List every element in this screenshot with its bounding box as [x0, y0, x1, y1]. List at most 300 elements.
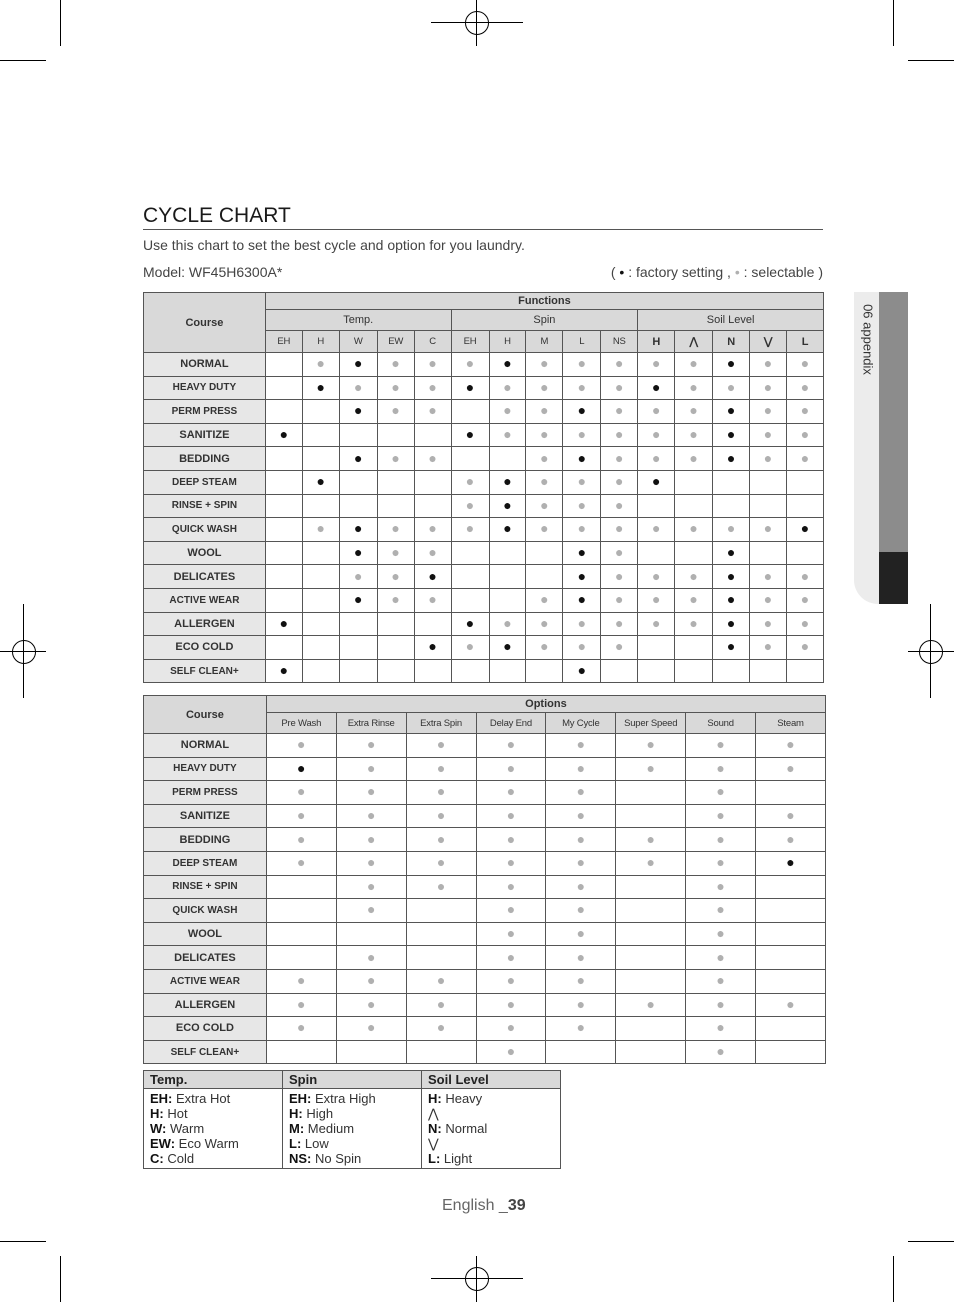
registration-circle: [465, 11, 489, 35]
selectable-dot-icon: ●: [726, 378, 736, 395]
factory-setting-dot-icon: ●: [316, 378, 325, 395]
table-cell: [302, 565, 339, 589]
table-cell: [616, 1040, 686, 1064]
key-code: H:: [289, 1106, 303, 1121]
table-cell: [476, 946, 546, 970]
selectable-dot-icon: ●: [786, 807, 795, 824]
table-cell: [451, 541, 489, 565]
factory-setting-dot-icon: ●: [465, 614, 475, 631]
table-cell: [675, 659, 713, 683]
table-cell: [713, 470, 750, 494]
table-cell: [476, 922, 546, 946]
selectable-dot-icon: ●: [577, 638, 587, 655]
table-cell: [489, 541, 526, 565]
factory-setting-dot-icon: ●: [726, 355, 736, 372]
table-cell: [302, 447, 339, 471]
selectable-dot-icon: ●: [506, 830, 516, 847]
selectable-dot-icon: ●: [366, 783, 376, 800]
key-column: [283, 1089, 422, 1169]
table-cell: [414, 447, 451, 471]
table-cell: [750, 447, 787, 471]
table-cell: [526, 541, 563, 565]
table-cell: [339, 353, 377, 377]
table-cell: [563, 353, 601, 377]
selectable-dot-icon: ●: [577, 426, 587, 443]
table-cell: [489, 376, 526, 400]
table-cell: [414, 636, 451, 660]
course-name: SELF CLEAN+: [144, 659, 266, 683]
table-cell: [377, 565, 414, 589]
table-cell: [713, 636, 750, 660]
table-cell: [266, 1040, 336, 1064]
selectable-dot-icon: ●: [366, 854, 376, 871]
selectable-dot-icon: ●: [651, 402, 661, 419]
selectable-dot-icon: ●: [689, 378, 698, 395]
selectable-dot-icon: ●: [763, 355, 773, 372]
table-cell: [526, 447, 563, 471]
selectable-dot-icon: ●: [540, 638, 549, 655]
selectable-dot-icon: ●: [716, 972, 725, 989]
table-cell: [756, 757, 826, 781]
table-cell: [686, 734, 756, 758]
selectable-dot-icon: ●: [576, 972, 586, 989]
table-cell: [489, 494, 526, 518]
table-cell: [526, 494, 563, 518]
selectable-dot-icon: ●: [577, 520, 587, 537]
factory-setting-dot-icon: ●: [726, 638, 736, 655]
table-cell: [377, 470, 414, 494]
table-row: [144, 659, 824, 683]
crop-mark: [893, 0, 894, 46]
selectable-dot-icon: ●: [436, 736, 446, 753]
crop-mark: [0, 60, 46, 61]
table-cell: [601, 447, 638, 471]
crop-mark: [908, 60, 954, 61]
table-cell: [266, 993, 336, 1017]
course-name: QUICK WASH: [144, 899, 267, 923]
selectable-dot-icon: ●: [646, 854, 655, 871]
table-cell: [377, 588, 414, 612]
table-cell: [265, 659, 302, 683]
temp-group-header: Temp.: [265, 310, 451, 331]
selectable-dot-icon: ●: [576, 948, 586, 965]
registration-circle: [919, 640, 943, 664]
selectable-dot-icon: ●: [646, 759, 655, 776]
key-column: [422, 1089, 561, 1169]
table-cell: [406, 969, 476, 993]
table-cell: [786, 636, 823, 660]
table-cell: [489, 518, 526, 542]
table-cell: [406, 899, 476, 923]
selectable-dot-icon: ●: [576, 854, 586, 871]
selectable-dot-icon: ●: [366, 877, 376, 894]
selectable-dot-icon: ●: [651, 426, 661, 443]
table-cell: [265, 447, 302, 471]
selectable-dot-icon: ●: [800, 402, 810, 419]
factory-setting-dot-icon: ●: [726, 449, 736, 466]
table-cell: [675, 470, 713, 494]
selectable-dot-icon: ●: [540, 449, 549, 466]
options-header: Options: [266, 696, 825, 713]
table-cell: [616, 875, 686, 899]
table-cell: [686, 828, 756, 852]
table-row: [144, 804, 826, 828]
table-cell: [546, 828, 616, 852]
table-cell: [675, 588, 713, 612]
selectable-dot-icon: ●: [646, 736, 655, 753]
table-cell: [377, 447, 414, 471]
table-cell: [451, 470, 489, 494]
factory-setting-dot-icon: ●: [786, 854, 795, 871]
course-name: DEEP STEAM: [144, 470, 266, 494]
table-cell: [713, 565, 750, 589]
selectable-dot-icon: ●: [391, 544, 400, 561]
factory-setting-dot-icon: ●: [279, 426, 289, 443]
table-cell: [414, 659, 451, 683]
table-cell: [406, 781, 476, 805]
table-cell: [414, 400, 451, 424]
selectable-dot-icon: ●: [540, 591, 549, 608]
table-cell: [756, 946, 826, 970]
table-row: [144, 1040, 826, 1064]
table-cell: [302, 612, 339, 636]
table-cell: [546, 1017, 616, 1041]
course-name: SANITIZE: [144, 804, 267, 828]
selectable-dot-icon: ●: [576, 901, 586, 918]
table-cell: [339, 565, 377, 589]
selectable-dot-icon: ●: [506, 995, 516, 1012]
key-code: NS:: [289, 1151, 312, 1166]
selectable-dot-icon: ●: [716, 783, 725, 800]
selectable-dot-icon: ●: [297, 995, 306, 1012]
table-cell: [414, 612, 451, 636]
selectable-dot-icon: ●: [366, 807, 376, 824]
selectable-dot-icon: ●: [576, 736, 586, 753]
table-cell: [675, 518, 713, 542]
table-cell: [476, 993, 546, 1017]
table-cell: [686, 899, 756, 923]
table-cell: [616, 828, 686, 852]
selectable-dot-icon: ●: [428, 544, 437, 561]
table-cell: [601, 612, 638, 636]
table-cell: [266, 781, 336, 805]
table-cell: [616, 804, 686, 828]
selectable-dot-icon: ●: [615, 473, 624, 490]
selectable-dot-icon: ●: [506, 925, 516, 942]
table-cell: [686, 993, 756, 1017]
table-row: [144, 588, 824, 612]
selectable-dot-icon: ●: [615, 378, 624, 395]
column-header: Delay End: [476, 713, 546, 734]
table-cell: [563, 423, 601, 447]
table-cell: [302, 423, 339, 447]
key-label: Medium: [304, 1121, 355, 1136]
selectable-dot-icon: ●: [763, 520, 773, 537]
table-cell: [750, 353, 787, 377]
selectable-dot-icon: ●: [297, 972, 306, 989]
table-cell: [546, 946, 616, 970]
table-row: [144, 565, 824, 589]
table-cell: [451, 494, 489, 518]
course-name: HEAVY DUTY: [144, 376, 266, 400]
factory-setting-dot-icon: ●: [577, 402, 587, 419]
column-header: H: [489, 331, 526, 353]
factory-setting-dot-icon: ●: [353, 402, 363, 419]
selectable-dot-icon: ●: [297, 783, 306, 800]
selectable-dot-icon: ●: [503, 614, 512, 631]
key-label: Heavy: [441, 1091, 483, 1106]
column-header: My Cycle: [546, 713, 616, 734]
key-label: Low: [301, 1136, 329, 1151]
selectable-dot-icon: ●: [506, 1019, 516, 1036]
table-cell: [750, 588, 787, 612]
page-number: [442, 1197, 526, 1215]
key-code: M:: [289, 1121, 305, 1136]
selectable-dot-icon: ●: [366, 759, 376, 776]
table-cell: [476, 1017, 546, 1041]
course-name: RINSE + SPIN: [144, 494, 266, 518]
table-cell: [266, 969, 336, 993]
table-cell: [377, 494, 414, 518]
functions-header: Functions: [265, 293, 823, 310]
selectable-dot-icon: ●: [689, 614, 698, 631]
table-cell: [476, 899, 546, 923]
selectable-dot-icon: ●: [689, 402, 698, 419]
table-row: [144, 541, 824, 565]
page-title: CYCLE CHART: [143, 204, 823, 230]
selectable-dot-icon: ●: [506, 877, 516, 894]
selectable-dot-icon: ●: [651, 449, 661, 466]
table-cell: [526, 612, 563, 636]
selectable-dot-icon: ●: [576, 830, 586, 847]
table-row: [144, 969, 826, 993]
table-cell: [336, 828, 406, 852]
selectable-dot-icon: ●: [366, 830, 376, 847]
table-cell: [336, 1017, 406, 1041]
table-cell: [786, 518, 823, 542]
table-cell: [616, 757, 686, 781]
table-cell: [489, 353, 526, 377]
selectable-dot-icon: ●: [353, 378, 363, 395]
selectable-dot-icon: ●: [391, 355, 400, 372]
table-cell: [750, 659, 787, 683]
table-cell: [686, 969, 756, 993]
column-header: Steam: [756, 713, 826, 734]
table-cell: [638, 541, 675, 565]
selectable-dot-icon: ●: [366, 948, 376, 965]
key-code: EH:: [150, 1091, 173, 1106]
selectable-dot-icon: ●: [577, 355, 587, 372]
table-cell: [339, 423, 377, 447]
table-cell: [414, 423, 451, 447]
key-item: [150, 1091, 276, 1106]
table-cell: [750, 612, 787, 636]
factory-setting-dot-icon: ●: [726, 614, 736, 631]
selectable-dot-icon: ●: [366, 1019, 376, 1036]
table-cell: [336, 851, 406, 875]
table-row: [144, 993, 826, 1017]
table-cell: [302, 636, 339, 660]
selectable-dot-icon: ●: [716, 1043, 725, 1060]
table-cell: [601, 659, 638, 683]
side-tab-grey-bar: [879, 292, 908, 552]
selectable-dot-icon: ●: [615, 426, 624, 443]
selectable-dot-icon: ●: [689, 355, 698, 372]
selectable-dot-icon: ●: [297, 807, 306, 824]
key-item: [289, 1106, 415, 1121]
table-cell: [414, 541, 451, 565]
selectable-dot-icon: ●: [506, 972, 516, 989]
options-table: [143, 695, 826, 1064]
table-cell: [638, 447, 675, 471]
selectable-dot-icon: ●: [428, 402, 437, 419]
selectable-dot-icon: ●: [651, 567, 661, 584]
selectable-dot-icon: •: [734, 264, 740, 280]
table-cell: [638, 636, 675, 660]
factory-setting-dot-icon: ●: [651, 473, 661, 490]
table-cell: [265, 541, 302, 565]
factory-setting-dot-icon: ●: [503, 355, 512, 372]
table-cell: [756, 781, 826, 805]
factory-setting-dot-icon: ●: [297, 759, 306, 776]
table-cell: [546, 804, 616, 828]
table-cell: [546, 757, 616, 781]
table-row: [144, 400, 824, 424]
dot-legend: [611, 264, 823, 280]
key-header-temp: Temp.: [144, 1071, 283, 1089]
factory-setting-dot-icon: ●: [353, 449, 363, 466]
selectable-dot-icon: ●: [800, 567, 810, 584]
table-cell: [302, 353, 339, 377]
table-cell: [601, 565, 638, 589]
table-cell: [406, 804, 476, 828]
spin-group-header: Spin: [451, 310, 638, 331]
key-label: Eco Warm: [175, 1136, 239, 1151]
selectable-dot-icon: ●: [646, 995, 655, 1012]
table-cell: [713, 494, 750, 518]
factory-setting-dot-icon: ●: [353, 520, 363, 537]
selectable-dot-icon: ●: [689, 449, 698, 466]
key-label: Extra Hot: [172, 1091, 231, 1106]
selectable-dot-icon: ●: [506, 759, 516, 776]
column-header: W: [339, 331, 377, 353]
key-code: EW:: [150, 1136, 176, 1151]
selectable-dot-icon: ●: [297, 854, 306, 871]
table-row: [144, 946, 826, 970]
table-cell: [451, 565, 489, 589]
table-cell: [638, 565, 675, 589]
column-header: H: [302, 331, 339, 353]
table-row: [144, 447, 824, 471]
column-header: L: [786, 331, 823, 353]
selectable-dot-icon: ●: [465, 355, 475, 372]
table-row: [144, 781, 826, 805]
course-name: ALLERGEN: [144, 993, 267, 1017]
table-cell: [750, 541, 787, 565]
table-cell: [563, 612, 601, 636]
table-cell: [476, 875, 546, 899]
table-cell: [476, 1040, 546, 1064]
factory-setting-dot-icon: ●: [726, 591, 736, 608]
selectable-dot-icon: ●: [540, 496, 549, 513]
selectable-dot-icon: ●: [436, 854, 446, 871]
table-cell: [414, 565, 451, 589]
table-cell: [406, 993, 476, 1017]
course-name: DELICATES: [144, 946, 267, 970]
table-cell: [265, 376, 302, 400]
key-item: [428, 1091, 554, 1106]
table-cell: [546, 922, 616, 946]
table-row: [144, 612, 824, 636]
table-cell: [377, 541, 414, 565]
selectable-dot-icon: ●: [297, 830, 306, 847]
table-cell: [675, 612, 713, 636]
crop-mark: [893, 1256, 894, 1302]
selectable-dot-icon: ●: [786, 759, 795, 776]
selectable-dot-icon: ●: [428, 378, 437, 395]
selectable-dot-icon: ●: [615, 402, 624, 419]
selectable-dot-icon: ●: [577, 473, 587, 490]
selectable-dot-icon: ●: [436, 877, 446, 894]
table-cell: [339, 376, 377, 400]
side-tab-label: 06 appendix: [860, 304, 876, 375]
column-header: L: [563, 331, 601, 353]
selectable-dot-icon: ●: [716, 925, 725, 942]
table-cell: [266, 804, 336, 828]
key-item: [150, 1106, 276, 1121]
table-cell: [713, 423, 750, 447]
column-header: M: [526, 331, 563, 353]
table-cell: [786, 541, 823, 565]
table-cell: [546, 1040, 616, 1064]
table-cell: [489, 636, 526, 660]
table-cell: [601, 518, 638, 542]
column-header: Extra Spin: [406, 713, 476, 734]
key-item: [150, 1136, 276, 1151]
table-cell: [638, 353, 675, 377]
table-row: [144, 899, 826, 923]
selectable-dot-icon: ●: [763, 614, 773, 631]
selectable-dot-icon: ●: [391, 567, 400, 584]
table-cell: [414, 470, 451, 494]
table-cell: [339, 659, 377, 683]
table-cell: [336, 734, 406, 758]
table-cell: [786, 400, 823, 424]
crop-mark: [60, 0, 61, 46]
course-name: SELF CLEAN+: [144, 1040, 267, 1064]
table-cell: [266, 1017, 336, 1041]
table-cell: [638, 588, 675, 612]
column-header: N: [713, 331, 750, 353]
table-cell: [756, 899, 826, 923]
selectable-dot-icon: ●: [763, 638, 773, 655]
factory-setting-dot-icon: ●: [353, 355, 363, 372]
selectable-dot-icon: ●: [465, 473, 475, 490]
course-name: ECO COLD: [144, 636, 266, 660]
selectable-dot-icon: ●: [763, 426, 773, 443]
table-cell: [686, 1017, 756, 1041]
table-cell: [406, 875, 476, 899]
table-cell: [601, 353, 638, 377]
column-header: Super Speed: [616, 713, 686, 734]
key-item: [428, 1136, 554, 1151]
table-cell: [526, 470, 563, 494]
course-name: NORMAL: [144, 734, 267, 758]
key-header-spin: Spin: [283, 1071, 422, 1089]
key-item: [150, 1121, 276, 1136]
table-cell: [675, 400, 713, 424]
table-cell: [451, 636, 489, 660]
